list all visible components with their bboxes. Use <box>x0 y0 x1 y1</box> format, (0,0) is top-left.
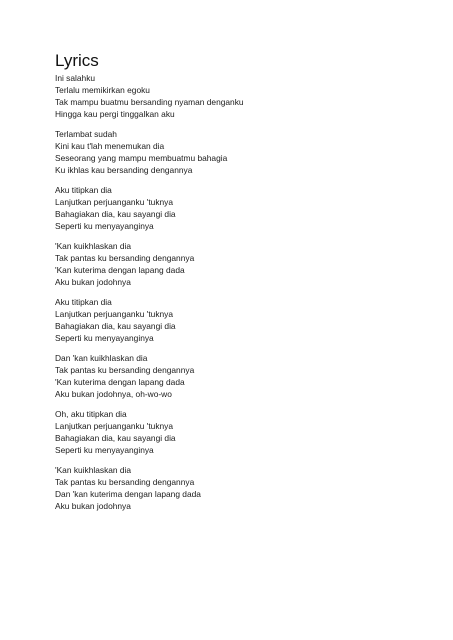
lyric-line: Ku ikhlas kau bersanding dengannya <box>55 165 193 175</box>
lyric-line: Tak mampu buatmu bersanding nyaman denganku <box>55 97 244 107</box>
lyric-line: 'Kan kuikhlaskan dia <box>55 241 132 251</box>
lyric-line: Lanjutkan perjuanganku 'tuknya <box>55 421 174 431</box>
lyric-line: Oh, aku titipkan dia <box>55 409 127 419</box>
lyric-line: Seseorang yang mampu membuatmu bahagia <box>55 153 228 163</box>
lyric-line: 'Kan kuterima dengan lapang dada <box>55 265 185 275</box>
lyric-line: Aku titipkan dia <box>55 297 112 307</box>
lyric-line: Terlambat sudah <box>55 129 117 139</box>
lyric-line: 'Kan kuterima dengan lapang dada <box>55 377 185 387</box>
lyric-line: Aku bukan jodohnya <box>55 277 131 287</box>
lyric-line: Seperti ku menyayanginya <box>55 333 154 343</box>
stanza-2 <box>55 128 415 176</box>
lyric-line: Hingga kau pergi tinggalkan aku <box>55 109 175 119</box>
stanza-1 <box>55 72 415 120</box>
page-title: Lyrics <box>55 51 99 70</box>
lyrics-body <box>55 72 415 520</box>
stanza-3 <box>55 184 415 232</box>
lyric-line: Tak pantas ku bersanding dengannya <box>55 365 195 375</box>
lyric-line: Seperti ku menyayanginya <box>55 221 154 231</box>
stanza-7 <box>55 408 415 456</box>
stanza-6 <box>55 352 415 400</box>
lyric-line: Aku titipkan dia <box>55 185 112 195</box>
lyric-line: Tak pantas ku bersanding dengannya <box>55 477 195 487</box>
lyric-line: Dan 'kan kuterima dengan lapang dada <box>55 489 201 499</box>
lyric-line: Kini kau t'lah menemukan dia <box>55 141 165 151</box>
lyric-line: Lanjutkan perjuanganku 'tuknya <box>55 197 174 207</box>
stanza-4 <box>55 240 415 288</box>
lyric-line: Ini salahku <box>55 73 96 83</box>
lyric-line: Aku bukan jodohnya <box>55 501 131 511</box>
lyric-line: Lanjutkan perjuanganku 'tuknya <box>55 309 174 319</box>
lyric-line: Aku bukan jodohnya, oh-wo-wo <box>55 389 172 399</box>
lyric-line: Tak pantas ku bersanding dengannya <box>55 253 195 263</box>
lyric-line: Dan 'kan kuikhlaskan dia <box>55 353 148 363</box>
lyric-line: Seperti ku menyayanginya <box>55 445 154 455</box>
stanza-5 <box>55 296 415 344</box>
lyric-line: Terlalu memikirkan egoku <box>55 85 150 95</box>
lyric-line: Bahagiakan dia, kau sayangi dia <box>55 321 176 331</box>
stanza-8 <box>55 464 415 512</box>
lyric-line: Bahagiakan dia, kau sayangi dia <box>55 209 176 219</box>
lyric-line: Bahagiakan dia, kau sayangi dia <box>55 433 176 443</box>
lyric-line: 'Kan kuikhlaskan dia <box>55 465 132 475</box>
